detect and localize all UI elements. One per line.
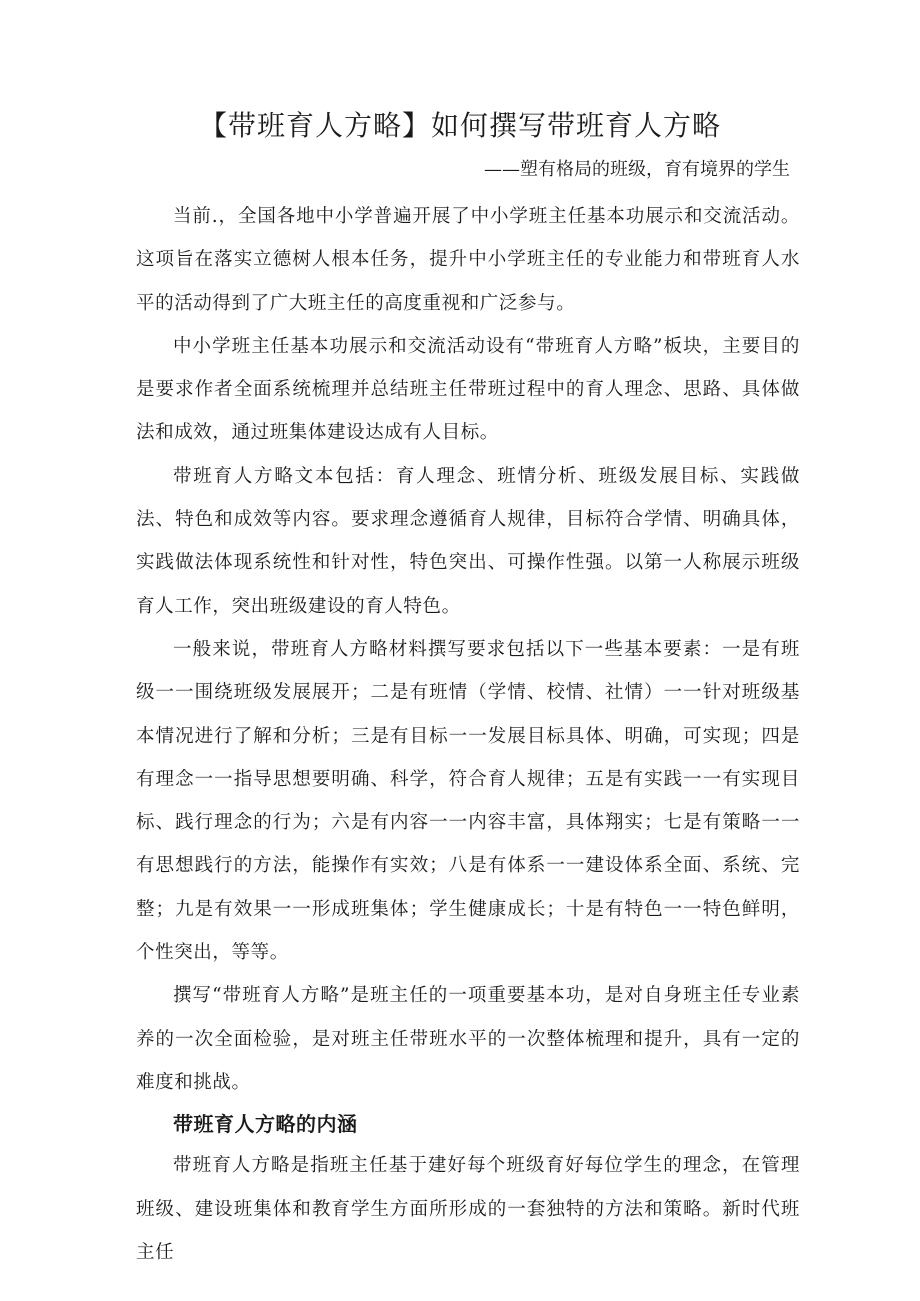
paragraph-definition: 带班育人方略是指班主任基于建好每个班级育好每位学生的理念，在管理班级、建设班集体和教育学生方面所形成的一套独特的方法和策略。新时代班主任 — [136, 1155, 800, 1263]
paragraph-contents: 带班育人方略文本包括：育人理念、班情分析、班级发展目标、实践做法、特色和成效等内容。要求理念遵循育人规律，目标符合学情、明确具体，实践做法体现系统性和针对性，特色突出、可操作性强。以第一人称展示班级育人工作，突出班级建设的育人特色。 — [136, 465, 800, 617]
paragraph-purpose: 中小学班主任基本功展示和交流活动设有“带班育人方略”板块，主要目的是要求作者全面系统梳理并总结班主任带班过程中的育人理念、思路、具体做法和成效，通过班集体建设达成有人目标。 — [136, 335, 800, 444]
document-title: 【带班育人方略】如何撰写带班育人方略 — [198, 109, 721, 142]
document-body — [136, 195, 800, 1274]
paragraph-intro: 当前.，全国各地中小学普遍开展了中小学班主任基本功展示和交流活动。这项旨在落实立德树人根本任务，提升中小学班主任的专业能力和带班育人水平的活动得到了广大班主任的高度重视和广泛参与。 — [136, 206, 800, 314]
document-subtitle: ——塑有格局的班级，育有境界的学生 — [484, 159, 790, 180]
paragraph-significance: 撰写“带班育人方略”是班主任的一项重要基本功，是对自身班主任专业素养的一次全面检验，是对班主任带班水平的一次整体梳理和提升，具有一定的难度和挑战。 — [136, 985, 800, 1093]
section-heading: 带班育人方略的内涵 — [173, 1112, 358, 1137]
paragraph-elements: 一般来说，带班育人方略材料撰写要求包括以下一些基本要素：一是有班级一一围绕班级发展展开；二是有班情（学情、校情、社情）一一针对班级基本情况进行了解和分析；三是有目标一一发展目标具体、明确，可实现；四是有理念一一指导思想要明确、科学，符合育人规律；五是有实践一一有实现目标、践行理念的行为；六是有内容一一内容丰富，具体翔实；七是有策略一一有思想践行的方法，能操作有实效；八是有体系一一建设体系全面、系统、完整；九是有效果一一形成班集体；学生健康成长；十是有特色一一特色鲜明，个性突出，等等。 — [136, 638, 800, 964]
